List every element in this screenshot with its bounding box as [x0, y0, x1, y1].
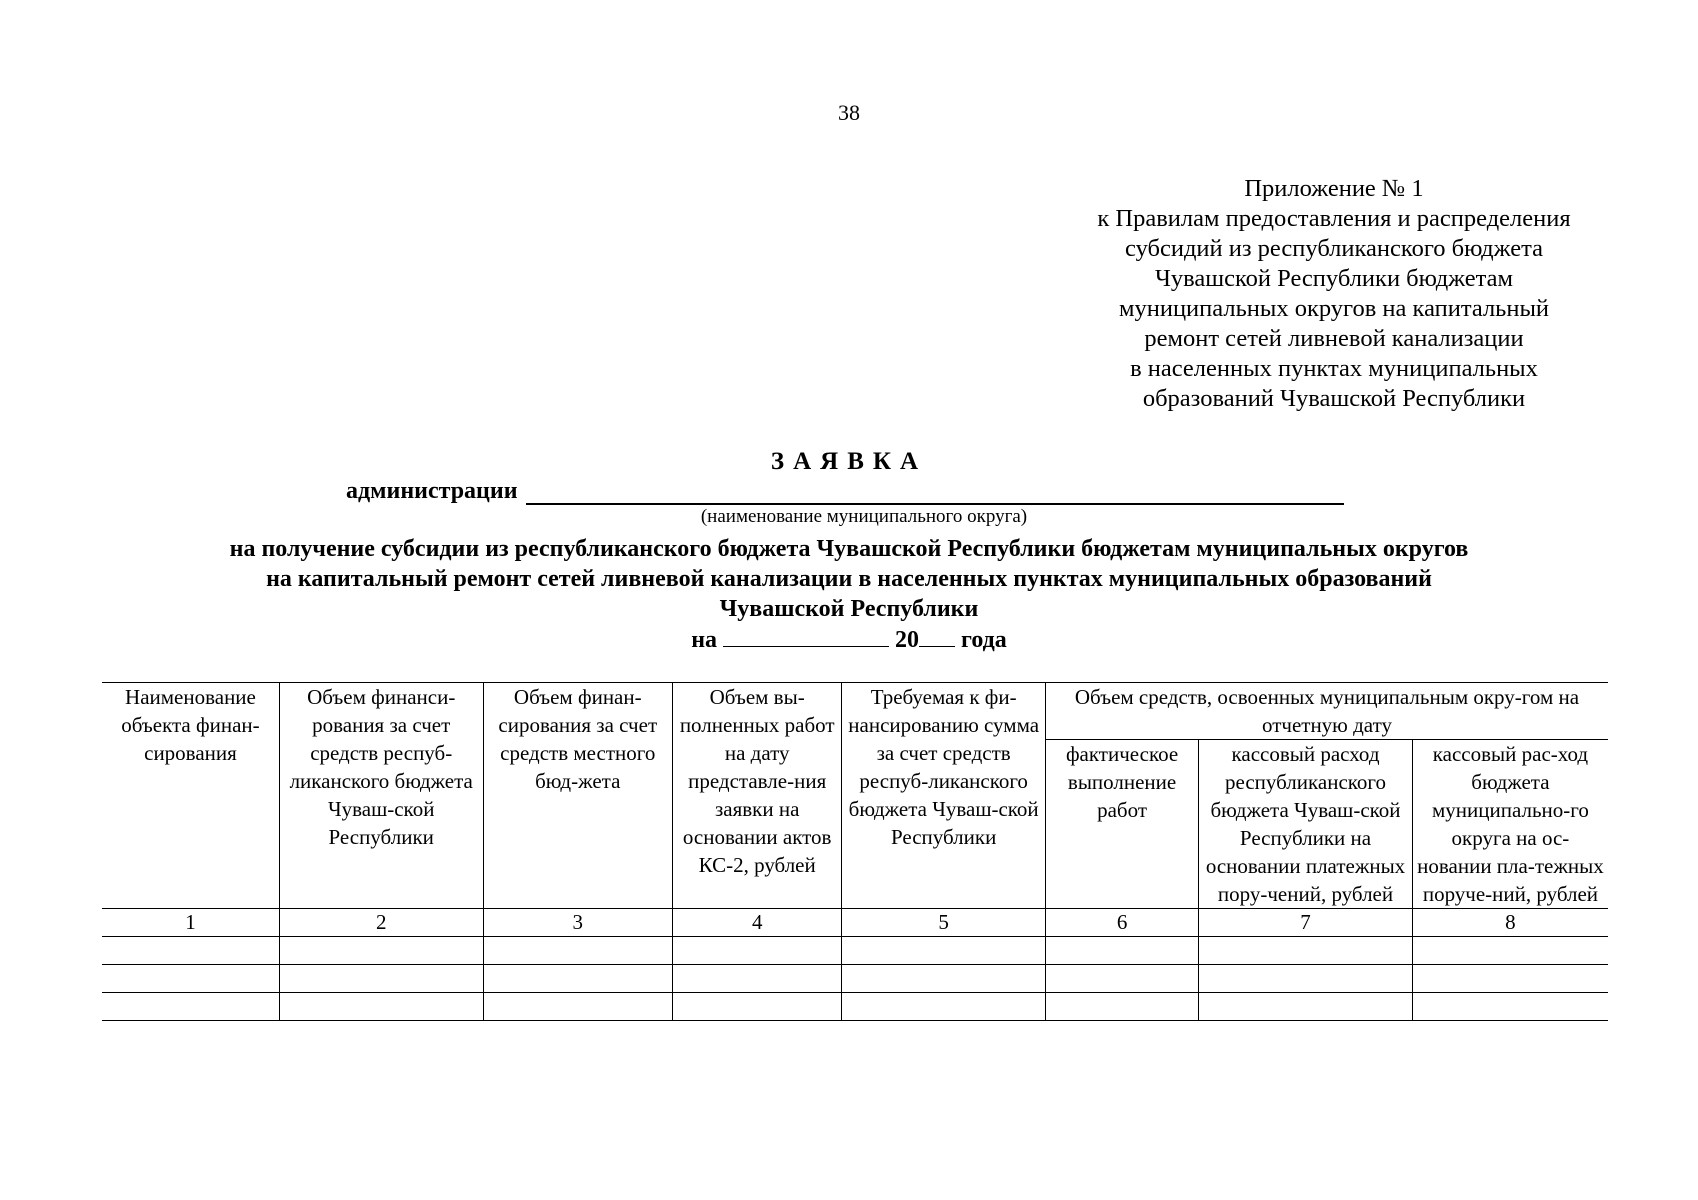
page-number: 38: [838, 100, 860, 125]
appendix-line: к Правилам предоставления и распределения: [1097, 205, 1571, 232]
column-number: 8: [1412, 909, 1608, 937]
year-line: [0, 624, 1698, 654]
date-blank[interactable]: [723, 624, 889, 647]
purpose-line: Чувашской Республики: [719, 596, 979, 622]
appendix-block: [1064, 174, 1604, 414]
table-cell[interactable]: [1412, 965, 1608, 993]
table-cell[interactable]: [1199, 993, 1413, 1021]
administration-label: администрации: [346, 478, 518, 504]
table-cell[interactable]: [1412, 937, 1608, 965]
table-cell[interactable]: [1045, 965, 1198, 993]
column-number: 5: [842, 909, 1046, 937]
table-cell[interactable]: [673, 937, 842, 965]
header-actual-works: фактическое выполнение работ: [1045, 740, 1198, 909]
table-cell[interactable]: [102, 965, 279, 993]
header-republic-financing: Объем финанси-рования за счет средств респуб-ликанского бюджета Чуваш-ской Республики: [279, 683, 483, 909]
table-cell[interactable]: [842, 937, 1046, 965]
table-cell[interactable]: [1045, 937, 1198, 965]
header-local-financing: Объем финан-сирования за счет средств местного бюд-жета: [483, 683, 673, 909]
header-funds-used-group: Объем средств, освоенных муниципальным окру-гом на отчетную дату: [1045, 683, 1608, 740]
header-republic-cash-expense: кассовый расход республиканского бюджета Чуваш-ской Республики на основании платежных пору-чений, рублей: [1199, 740, 1413, 909]
table-cell[interactable]: [483, 993, 673, 1021]
administration-caption: (наименование муниципального округа): [700, 506, 1028, 527]
table-cell[interactable]: [483, 937, 673, 965]
table-cell[interactable]: [673, 965, 842, 993]
appendix-line: образований Чувашской Республики: [1142, 385, 1526, 412]
table-cell[interactable]: [842, 993, 1046, 1021]
year-blank[interactable]: [919, 624, 955, 647]
administration-line: [346, 478, 1344, 505]
table-cell[interactable]: [1199, 937, 1413, 965]
column-number: 4: [673, 909, 842, 937]
table-cell[interactable]: [102, 993, 279, 1021]
purpose-line: на капитальный ремонт сетей ливневой канализации в населенных пунктах муниципальных образований: [266, 566, 1432, 592]
purpose-line: на получение субсидии из республиканского бюджета Чувашской Республики бюджетам муниципальных округов: [229, 536, 1469, 562]
column-number-row: [102, 909, 1608, 937]
table-cell[interactable]: [673, 993, 842, 1021]
table-row: [102, 965, 1608, 993]
table-row: [102, 993, 1608, 1021]
year-suffix: года: [961, 627, 1007, 653]
header-completed-works: Объем вы-полненных работ на дату представле-ния заявки на основании актов КС-2, рублей: [673, 683, 842, 909]
table-row: [102, 937, 1608, 965]
table-cell[interactable]: [279, 965, 483, 993]
appendix-line: в населенных пунктах муниципальных: [1130, 355, 1538, 382]
appendix-line: муниципальных округов на капитальный: [1118, 295, 1550, 322]
column-number: 6: [1045, 909, 1198, 937]
appendix-line: ремонт сетей ливневой канализации: [1144, 325, 1524, 352]
column-number: 1: [102, 909, 279, 937]
application-table: [102, 682, 1608, 1021]
appendix-line: субсидий из республиканского бюджета: [1125, 235, 1543, 262]
table-cell[interactable]: [1045, 993, 1198, 1021]
purpose-text: [0, 534, 1698, 624]
table-cell[interactable]: [102, 937, 279, 965]
table-cell[interactable]: [279, 993, 483, 1021]
column-number: 2: [279, 909, 483, 937]
administration-name-blank[interactable]: [526, 479, 1344, 505]
appendix-line: Чувашской Республики бюджетам: [1154, 265, 1514, 292]
table-cell[interactable]: [1412, 993, 1608, 1021]
table-cell[interactable]: [483, 965, 673, 993]
document-title: ЗАЯВКА: [770, 448, 928, 475]
table-cell[interactable]: [279, 937, 483, 965]
header-object-name: Наименование объекта финан-сирования: [102, 683, 279, 909]
year-century: 20: [895, 627, 920, 653]
column-number: 7: [1199, 909, 1413, 937]
header-required-amount: Требуемая к фи-нансированию сумма за счет средств респуб-ликанского бюджета Чуваш-ской Республики: [842, 683, 1046, 909]
column-number: 3: [483, 909, 673, 937]
table-cell[interactable]: [1199, 965, 1413, 993]
year-prefix: на: [691, 627, 718, 653]
appendix-line: Приложение № 1: [1244, 175, 1424, 202]
table-cell[interactable]: [842, 965, 1046, 993]
header-municipal-cash-expense: кассовый рас-ход бюджета муниципально-го округа на ос-новании пла-тежных поруче-ний, рублей: [1412, 740, 1608, 909]
